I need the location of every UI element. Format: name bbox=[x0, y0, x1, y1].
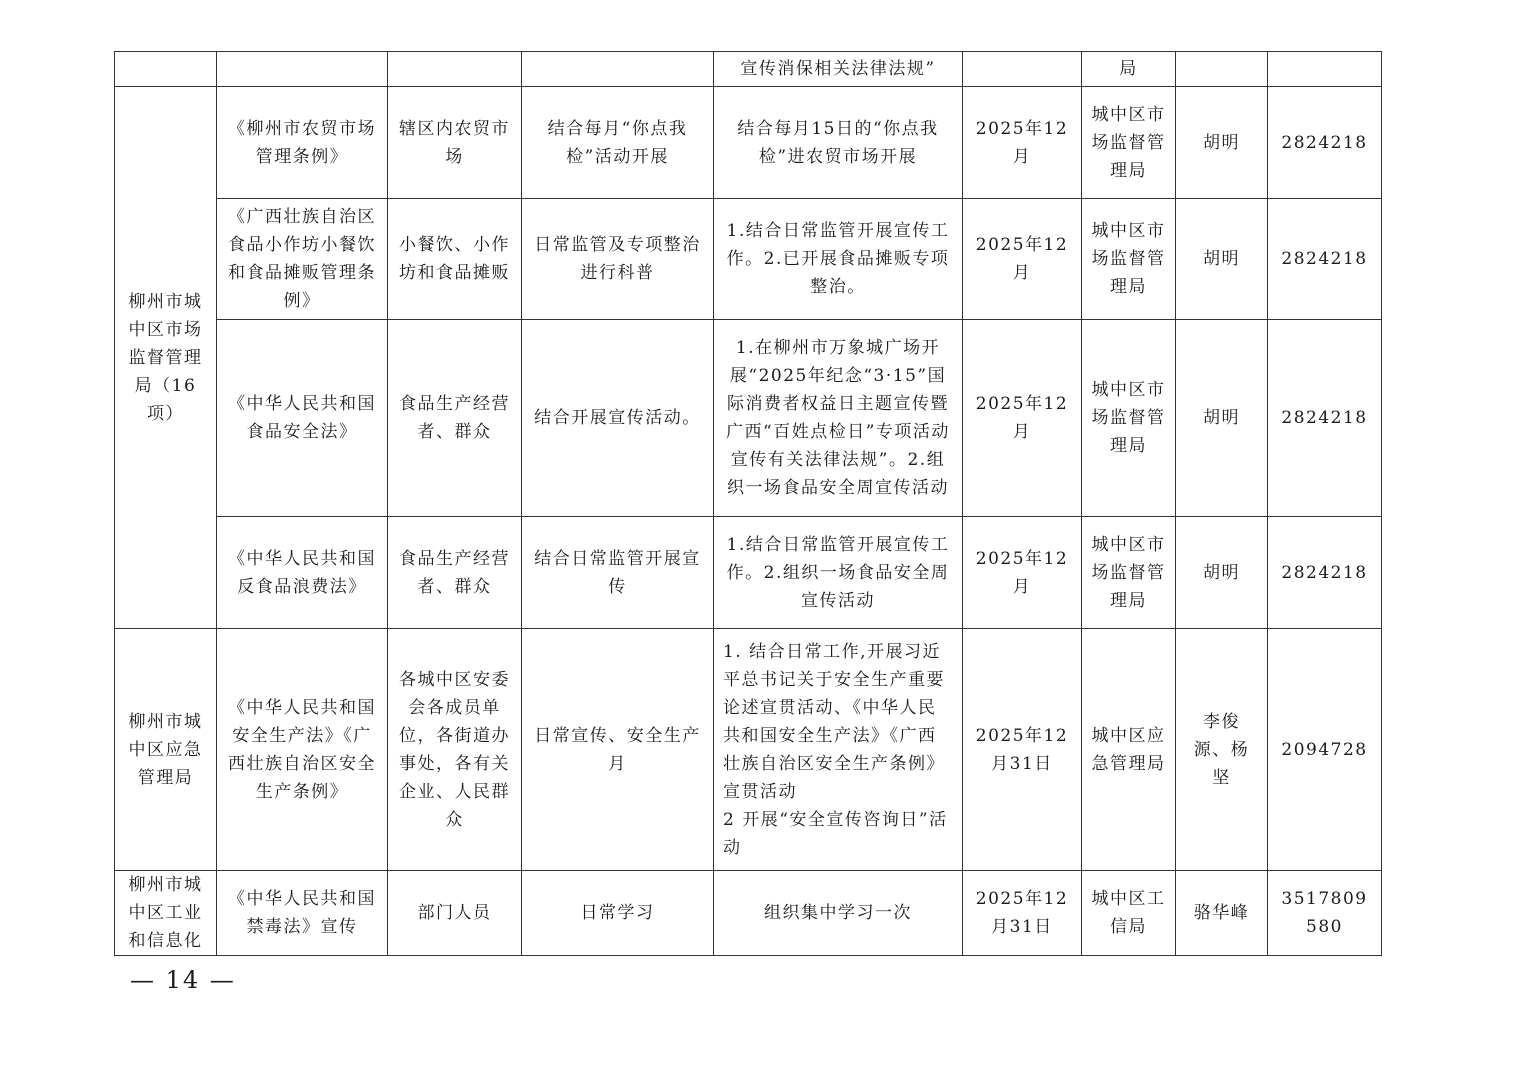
contact-cell: 胡明 bbox=[1176, 199, 1268, 320]
method-cell: 日常学习 bbox=[522, 871, 714, 956]
dept-cell bbox=[115, 52, 217, 87]
table-row bbox=[115, 871, 1382, 956]
law-cell: 《广西壮族自治区食品小作坊小餐饮和食品摊贩管理条例》 bbox=[217, 199, 388, 320]
contact-cell: 胡明 bbox=[1176, 517, 1268, 629]
content-cell: 1. 结合日常工作,开展习近平总书记关于安全生产重要论述宣贯活动、《中华人民共和国安全生产法》《广西壮族自治区安全生产条例》宣贯活动 2 开展“安全宣传咨询日”活动 bbox=[714, 629, 963, 871]
contact-cell bbox=[1176, 52, 1268, 87]
method-cell: 结合开展宣传活动。 bbox=[522, 320, 714, 517]
law-cell: 《柳州市农贸市场管理条例》 bbox=[217, 87, 388, 199]
table-row bbox=[115, 629, 1382, 871]
phone-cell: 2824218 bbox=[1268, 320, 1382, 517]
publicity-plan-table bbox=[114, 51, 1382, 956]
content-cell: 宣传消保相关法律法规” bbox=[714, 52, 963, 87]
target-cell: 辖区内农贸市场 bbox=[388, 87, 522, 199]
target-cell: 食品生产经营者、群众 bbox=[388, 320, 522, 517]
content-cell: 1.在柳州市万象城广场开展“2025年纪念“3·15”国际消费者权益日主题宣传暨广西“百姓点检日”专项活动宣传有关法律法规”。2.组织一场食品安全周宣传活动 bbox=[714, 320, 963, 517]
target-cell: 部门人员 bbox=[388, 871, 522, 956]
unit-cell: 城中区工信局 bbox=[1082, 871, 1176, 956]
method-cell bbox=[522, 52, 714, 87]
time-cell: 2025年12月 bbox=[963, 87, 1082, 199]
contact-cell: 骆华峰 bbox=[1176, 871, 1268, 956]
law-cell: 《中华人民共和国食品安全法》 bbox=[217, 320, 388, 517]
time-cell: 2025年12月 bbox=[963, 517, 1082, 629]
law-cell: 《中华人民共和国反食品浪费法》 bbox=[217, 517, 388, 629]
table-row bbox=[115, 517, 1382, 629]
phone-cell bbox=[1268, 52, 1382, 87]
unit-cell: 城中区市场监督管理局 bbox=[1082, 199, 1176, 320]
content-cell: 组织集中学习一次 bbox=[714, 871, 963, 956]
target-cell: 小餐饮、小作坊和食品摊贩 bbox=[388, 199, 522, 320]
time-cell: 2025年12月 bbox=[963, 199, 1082, 320]
time-cell: 2025年12月 bbox=[963, 320, 1082, 517]
method-cell: 日常宣传、安全生产月 bbox=[522, 629, 714, 871]
unit-cell: 城中区市场监督管理局 bbox=[1082, 517, 1176, 629]
unit-cell: 城中区市场监督管理局 bbox=[1082, 320, 1176, 517]
phone-cell: 2094728 bbox=[1268, 629, 1382, 871]
phone-cell: 2824218 bbox=[1268, 87, 1382, 199]
unit-cell: 城中区应急管理局 bbox=[1082, 629, 1176, 871]
table-row bbox=[115, 199, 1382, 320]
unit-cell: 城中区市场监督管理局 bbox=[1082, 87, 1176, 199]
table-row bbox=[115, 320, 1382, 517]
law-cell bbox=[217, 52, 388, 87]
target-cell bbox=[388, 52, 522, 87]
contact-cell: 胡明 bbox=[1176, 320, 1268, 517]
target-cell: 食品生产经营者、群众 bbox=[388, 517, 522, 629]
table-row bbox=[115, 87, 1382, 199]
time-cell bbox=[963, 52, 1082, 87]
time-cell: 2025年12月31日 bbox=[963, 629, 1082, 871]
phone-cell: 3517809580 bbox=[1268, 871, 1382, 956]
dept-cell: 柳州市城中区市场监督管理局（16项） bbox=[115, 87, 217, 629]
content-cell: 结合每月15日的“你点我检”进农贸市场开展 bbox=[714, 87, 963, 199]
content-cell: 1.结合日常监管开展宣传工作。2.组织一场食品安全周宣传活动 bbox=[714, 517, 963, 629]
contact-cell: 胡明 bbox=[1176, 87, 1268, 199]
table-row bbox=[115, 52, 1382, 87]
method-cell: 结合每月“你点我检”活动开展 bbox=[522, 87, 714, 199]
dept-cell: 柳州市城中区应急管理局 bbox=[115, 629, 217, 871]
page-number: — 14 — bbox=[130, 966, 236, 994]
phone-cell: 2824218 bbox=[1268, 199, 1382, 320]
dept-cell: 柳州市城中区工业和信息化 bbox=[115, 871, 217, 956]
unit-cell: 局 bbox=[1082, 52, 1176, 87]
law-cell: 《中华人民共和国禁毒法》宣传 bbox=[217, 871, 388, 956]
content-cell: 1.结合日常监管开展宣传工作。2.已开展食品摊贩专项整治。 bbox=[714, 199, 963, 320]
phone-cell: 2824218 bbox=[1268, 517, 1382, 629]
method-cell: 结合日常监管开展宣传 bbox=[522, 517, 714, 629]
target-cell: 各城中区安委会各成员单位，各街道办事处，各有关企业、人民群众 bbox=[388, 629, 522, 871]
contact-cell: 李俊源、杨坚 bbox=[1176, 629, 1268, 871]
law-cell: 《中华人民共和国安全生产法》《广西壮族自治区安全生产条例》 bbox=[217, 629, 388, 871]
time-cell: 2025年12月31日 bbox=[963, 871, 1082, 956]
method-cell: 日常监管及专项整治进行科普 bbox=[522, 199, 714, 320]
